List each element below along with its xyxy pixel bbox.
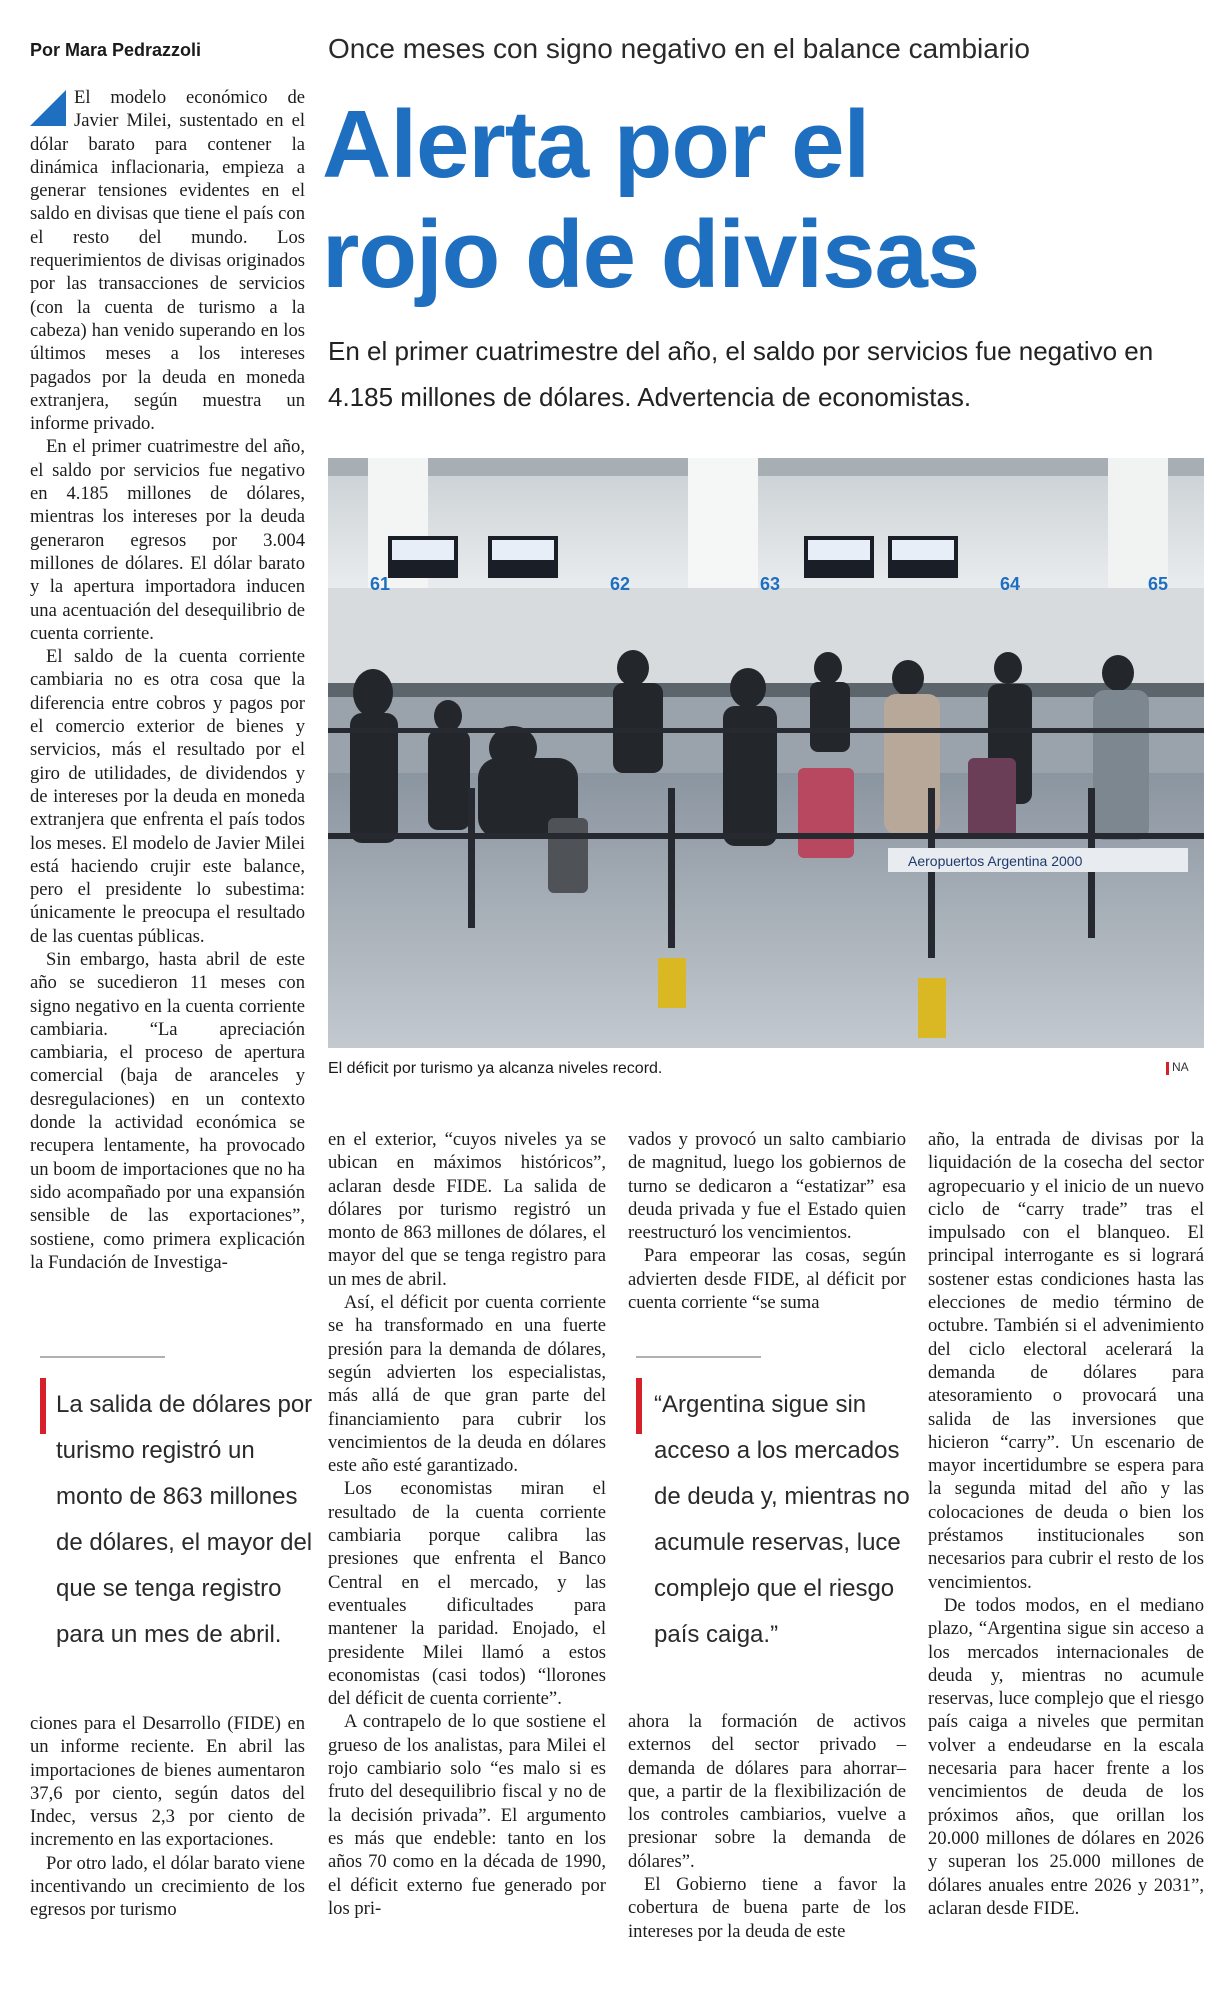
body-paragraph: Por otro lado, el dólar barato viene incentivando un crecimiento de los egresos por turismo (30, 1852, 305, 1921)
body-column-a-top (30, 86, 305, 1274)
body-paragraph: Para empeorar las cosas, según advierten desde FIDE, al déficit por cuenta corriente “se suma (628, 1245, 906, 1314)
photo-credit: NA (1172, 1060, 1189, 1074)
pull-quote-rule (636, 1356, 761, 1358)
deck: En el primer cuatrimestre del año, el saldo por servicios fue negativo en 4.185 millones de dólares. Advertencia de economistas. (328, 336, 1154, 412)
body-column-c-bottom (628, 1710, 906, 1943)
body-column-d (928, 1128, 1204, 1920)
body-column-b (328, 1128, 606, 1920)
body-paragraph: A contrapelo de lo que sostiene el grueso de los analistas, para Milei el rojo cambiario solo “es malo si es fruto del desequilibrio fiscal y no de la decisión privada”. El argumento es más que endeble: tanto en los años 70 como en la década de 1990, el déficit externo fue generado por los pri- (328, 1711, 606, 1919)
body-paragraph: vados y provocó un salto cambiario de magnitud, luego los gobiernos de turno se dedicaron a “estatizar” esa deuda privada y fue el Estado quien reestructuró los vencimientos. (628, 1129, 906, 1244)
body-column-a-bottom (30, 1712, 305, 1922)
headline (322, 90, 1202, 310)
gate-number-64: 64 (1000, 574, 1021, 594)
headline-line-2: rojo de divisas (322, 201, 980, 308)
body-paragraph: Los economistas miran el resultado de la cuenta corriente cambiaria porque calibra las presiones que enfrenta el Banco Central en el mercado, y las eventuales dificultades para mantener la paridad. Enojado, el presidente Milei llamó a estos economistas (casi todos) “llorones del déficit de cuenta corriente”. (328, 1478, 606, 1710)
body-paragraph: ahora la formación de activos externos del sector privado –demanda de dólares para ahorrar– que, a partir de la flexibilización de los controles cambiarios, vuelve a presionar sobre la demanda de dólares”. (628, 1711, 906, 1872)
banner-text: Aeropuertos Argentina 2000 (908, 853, 1083, 869)
gate-number-62: 62 (610, 574, 631, 594)
body-paragraph: De todos modos, en el mediano plazo, “Argentina sigue sin acceso a los mercados internacionales de deuda y, mientras no acumule reservas, luce complejo que el riesgo país caiga a niveles que permitan volver a endeudarse en la escala necesaria para hacer frente a los vencimientos de deuda de los próximos años, que orillan los 20.000 millones de dólares en 2026 y superan los 25.000 millones de dólares anuales entre 2026 y 2031”, aclaran desde FIDE. (928, 1594, 1204, 1919)
credit-marker (1166, 1062, 1169, 1075)
pull-quote-marker (40, 1378, 46, 1434)
gate-number-65: 65 (1148, 574, 1169, 594)
body-paragraph: El Gobierno tiene a favor la cobertura de buena parte de los intereses por la deuda de este (628, 1874, 906, 1942)
gate-number-61: 61 (370, 574, 391, 594)
body-paragraph: año, la entrada de divisas por la liquidación de la cosecha del sector agropecuario y el inicio de un nuevo ciclo de “carry trade” tras el impulsado con el blanqueo. El principal interrogante es si logrará sostener estas condiciones hasta las elecciones de medio término de octubre. También si el advenimiento del ciclo electoral acelerará la demanda de dólares para atesoramiento o provocará una salida de las inversiones que hicieron “carry”. Un escenario de mayor incertidumbre se espera para la segunda mitad del año y las colocaciones de deuda o bien los préstamos institucionales son necesarios para cubrir el resto de los vencimientos. (928, 1129, 1204, 1593)
body-paragraph: en el exterior, “cuyos niveles ya se ubican en máximos históricos”, aclaran desde FIDE. La salida de dólares por turismo registró un monto de 863 millones de dólares, el mayor del que se tenga registro para un mes de abril. (328, 1129, 606, 1290)
pull-quote-rule (40, 1356, 165, 1358)
kicker: Once meses con signo negativo en el balance cambiario (328, 33, 1030, 64)
body-paragraph: El saldo de la cuenta corriente cambiaria no es otra cosa que la diferencia entre cobros y pagos por el comercio exterior de bienes y servicios, más el resultado por el giro de utilidades, de dividendos y de intereses por la deuda en moneda extranjera que enfrenta el país todos los meses. El modelo de Javier Milei está haciendo crujir este balance, pero el presidente lo subestima: únicamente le preocupa el resultado de las cuentas públicas. (30, 646, 305, 947)
pull-quote-1: La salida de dólares por turismo registró un monto de 863 millones de dólares, el mayor del que se tenga registro para un mes de abril. (56, 1391, 313, 1648)
byline: Por Mara Pedrazzoli (30, 40, 202, 60)
body-paragraph: El modelo económico de Javier Milei, sustentado en el dólar barato para contener la dinámica inflacionaria, empieza a generar tensiones evidentes en el saldo en divisas que tiene el país con el resto del mundo. Los requerimientos de divisas originados por las transacciones de servicios (con la cuenta de turismo a la cabeza) han venido superando en los últimos meses a los intereses pagados por la deuda en moneda extranjera, según muestra un informe privado. (30, 87, 305, 435)
pull-quote-marker (636, 1378, 642, 1434)
body-paragraph: Sin embargo, hasta abril de este año se sucedieron 11 meses con signo negativo en la cuenta corriente cambiaria. “La apreciación cambiaria, el proceso de apertura comercial (baja de aranceles y desregulaciones) en un contexto donde la actividad económica se recupera lentamente, ha provocado un boom de importaciones que no ha sido acompañado por una expansión sensible de las exportaciones”, sostiene, como primera explicación la Fundación de Investiga- (30, 948, 305, 1273)
photo-airport-checkin (328, 458, 1204, 1048)
body-column-c-top (628, 1128, 906, 1314)
pull-quote-2: “Argentina sigue sin acceso a los mercados de deuda y, mientras no acumule reservas, luce complejo que el riesgo país caiga.” (654, 1391, 910, 1648)
gate-number-63: 63 (760, 574, 781, 594)
headline-line-1: Alerta por el (322, 91, 870, 198)
triangle-icon (30, 90, 66, 126)
body-paragraph: Así, el déficit por cuenta corriente se ha transformado en una fuerte presión para la demanda de dólares, según advierten los especialistas, más allá de que gran parte del financiamiento para cubrir los vencimientos de la deuda en dólares este año esté garantizado. (328, 1292, 606, 1477)
body-paragraph: ciones para el Desarrollo (FIDE) en un informe reciente. En abril las importaciones de bienes aumentaron 37,6 por ciento, según datos del Indec, versus 2,3 por ciento de incremento en las exportaciones. (30, 1713, 305, 1851)
body-paragraph: En el primer cuatrimestre del año, el saldo por servicios fue negativo en 4.185 millones de dólares, mientras los intereses por la deuda generaron egresos por 3.004 millones de dólares. El dólar barato y la apertura importadora inducen una acentuación del desequilibrio de cuenta corriente. (30, 436, 305, 644)
photo-caption: El déficit por turismo ya alcanza niveles record. (328, 1060, 663, 1077)
